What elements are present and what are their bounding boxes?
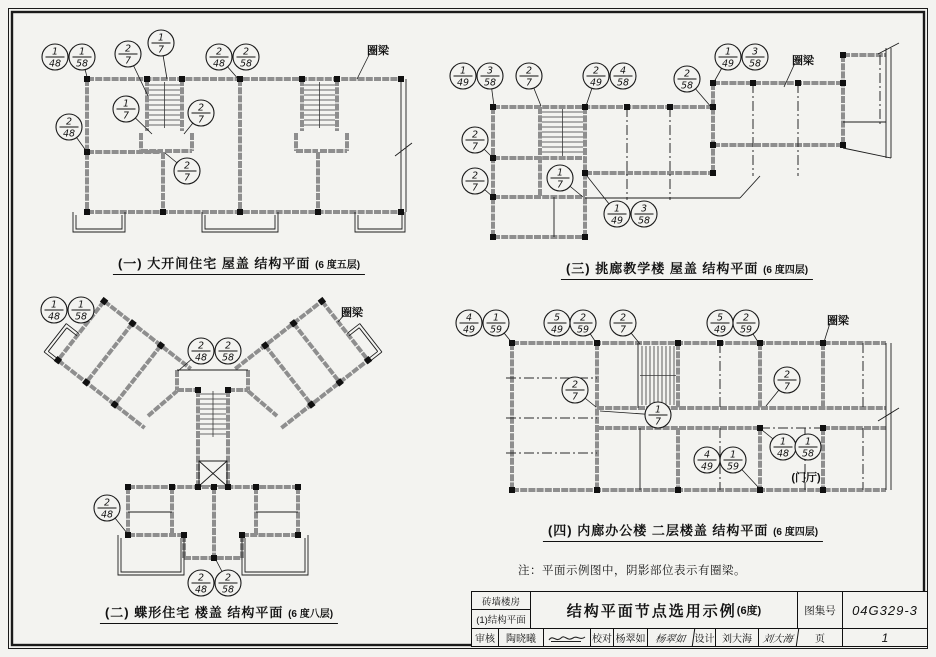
category-line2: (1)结构平面 (476, 615, 526, 626)
detail-number: 1 (51, 46, 59, 58)
detail-number: 1 (78, 46, 86, 58)
page-ref-number: 58 (616, 77, 630, 89)
proofreader-role: 校对 (591, 629, 614, 646)
sheet-title (531, 592, 798, 628)
atlas-no-label: 图集号 (798, 592, 843, 628)
detail-number: 3 (640, 203, 648, 215)
detail-number: 2 (683, 68, 691, 80)
page-ref-number: 58 (75, 58, 89, 70)
caption-note: (6 度四层) (773, 527, 819, 538)
detail-number: 2 (783, 369, 791, 381)
page-ref-number: 48 (100, 509, 114, 521)
detail-number: 2 (215, 46, 223, 58)
detail-number: 2 (197, 572, 205, 584)
detail-number: 2 (224, 340, 232, 352)
designer-name: 刘大海 (716, 629, 759, 646)
detail-number: 1 (804, 436, 812, 448)
detail-number: 2 (103, 497, 111, 509)
page-ref-number: 7 (197, 114, 205, 126)
proofreader-signature: 杨翠如 (647, 629, 695, 646)
page-ref-number: 58 (221, 584, 235, 596)
detail-number: 1 (654, 404, 662, 416)
ring-beam-label: 圈梁 (827, 315, 849, 327)
page-ref-number: 49 (550, 324, 564, 336)
detail-number: 4 (619, 65, 627, 77)
detail-number: 1 (779, 436, 787, 448)
ring-beam-label: 圈梁 (341, 307, 363, 319)
category-line1: 砖墙楼房 (472, 592, 530, 610)
page-ref-number: 7 (654, 416, 662, 428)
title-block (471, 591, 928, 647)
page-ref-number: 49 (589, 77, 603, 89)
plan-butterfly-residence (43, 289, 382, 575)
page-ref-number: 58 (221, 352, 235, 364)
detail-number: 1 (613, 203, 621, 215)
page-ref-number: 48 (48, 58, 62, 70)
detail-number: 3 (751, 46, 759, 58)
ring-beam-label: 圈梁 (367, 45, 389, 57)
reviewer-name: 陶晓曦 (499, 629, 544, 646)
detail-number: 4 (465, 312, 473, 324)
page-ref-number: 49 (456, 77, 470, 89)
scribble-icon (547, 632, 587, 644)
caption-text: (三) 挑廊教学楼 屋盖 结构平面 (565, 261, 759, 276)
detail-number: 1 (724, 46, 732, 58)
page-ref-number: 49 (713, 324, 727, 336)
page-ref-number: 49 (721, 58, 735, 70)
detail-number: 1 (50, 299, 58, 311)
caption-text: (一) 大开间住宅 屋盖 结构平面 (117, 256, 311, 271)
detail-number: 2 (571, 379, 579, 391)
detail-number: 2 (224, 572, 232, 584)
page-ref-number: 7 (471, 182, 479, 194)
page-ref-number: 7 (183, 172, 191, 184)
page-ref-number: 59 (489, 324, 503, 336)
detail-number: 1 (157, 32, 165, 44)
detail-number: 3 (486, 65, 494, 77)
page-ref-number: 7 (783, 381, 791, 393)
caption-text: (四) 内廊办公楼 二层楼盖 结构平面 (547, 523, 769, 538)
page-ref-number: 59 (576, 324, 590, 336)
detail-number: 2 (619, 312, 627, 324)
ring-beam-label: 圈梁 (792, 55, 814, 67)
detail-number: 2 (471, 170, 479, 182)
designer-role: 设计 (694, 629, 716, 646)
page-ref-number: 58 (74, 311, 88, 323)
detail-number: 2 (592, 65, 600, 77)
page-ref-number: 7 (571, 391, 579, 403)
detail-number: 1 (729, 449, 737, 461)
page-ref-number: 58 (483, 77, 497, 89)
detail-number: 2 (197, 340, 205, 352)
caption-note: (6 度四层) (763, 265, 809, 276)
detail-number: 2 (65, 116, 73, 128)
detail-number: 1 (122, 98, 130, 110)
detail-number: 1 (492, 312, 500, 324)
detail-number: 4 (703, 449, 711, 461)
page-ref-number: 7 (556, 179, 564, 191)
page-label: 页 (798, 629, 843, 646)
caption-drawing-4 (543, 520, 823, 542)
ring-beam-label: (门厅) (791, 472, 821, 484)
caption-note: (6 度五层) (315, 260, 361, 271)
page-ref-number: 49 (700, 461, 714, 473)
page-ref-number: 7 (157, 44, 165, 56)
sheet-title-note: (6度) (736, 605, 762, 617)
detail-number: 5 (553, 312, 561, 324)
signature-scribble (544, 629, 591, 646)
page-ref-number: 58 (637, 215, 651, 227)
detail-number: 1 (556, 167, 564, 179)
page-ref-number: 58 (801, 448, 815, 460)
caption-note: (6 度八层) (288, 609, 334, 620)
page-ref-number: 48 (776, 448, 790, 460)
page-ref-number: 49 (462, 324, 476, 336)
callouts-drawing-2 (41, 297, 364, 596)
page-ref-number: 58 (239, 58, 253, 70)
page-ref-number: 48 (62, 128, 76, 140)
detail-number: 2 (242, 46, 250, 58)
caption-text: (二) 蝶形住宅 楼盖 结构平面 (104, 605, 284, 620)
designer-signature: 刘大海 (758, 629, 799, 646)
detail-number: 1 (459, 65, 467, 77)
sheet-note: 注：平面示例图中，阴影部位表示有圈梁。 (518, 565, 746, 577)
page-ref-number: 7 (471, 141, 479, 153)
proofreader-name: 杨翠如 (614, 629, 648, 646)
page-ref-number: 58 (680, 80, 694, 92)
detail-number: 1 (77, 299, 85, 311)
detail-number: 2 (471, 129, 479, 141)
detail-number: 2 (579, 312, 587, 324)
caption-drawing-3 (561, 258, 813, 280)
page-ref-number: 48 (194, 584, 208, 596)
detail-number: 2 (183, 160, 191, 172)
detail-number: 5 (716, 312, 724, 324)
detail-number: 2 (525, 65, 533, 77)
page-ref-number: 49 (610, 215, 624, 227)
page-ref-number: 7 (525, 77, 533, 89)
category-cell (472, 592, 531, 628)
page-ref-number: 58 (748, 58, 762, 70)
page-ref-number: 48 (212, 58, 226, 70)
page-ref-number: 59 (739, 324, 753, 336)
callouts-drawing-4 (456, 310, 850, 488)
page-ref-number: 7 (619, 324, 627, 336)
page-ref-number: 7 (124, 55, 132, 67)
caption-drawing-2 (100, 602, 338, 624)
atlas-no-value: 04G329-3 (852, 602, 918, 618)
callouts-drawing-3 (450, 44, 815, 227)
sheet-title-text: 结构平面节点选用示例 (566, 602, 737, 620)
detail-number: 2 (124, 43, 132, 55)
detail-number: 2 (197, 102, 205, 114)
detail-number: 2 (742, 312, 750, 324)
page-ref-number: 7 (122, 110, 130, 122)
page-ref-number: 48 (47, 311, 61, 323)
page-number: 1 (881, 630, 889, 645)
page-ref-number: 48 (194, 352, 208, 364)
page-ref-number: 59 (726, 461, 740, 473)
reviewer-role: 审核 (472, 629, 499, 646)
caption-drawing-1 (113, 253, 365, 275)
